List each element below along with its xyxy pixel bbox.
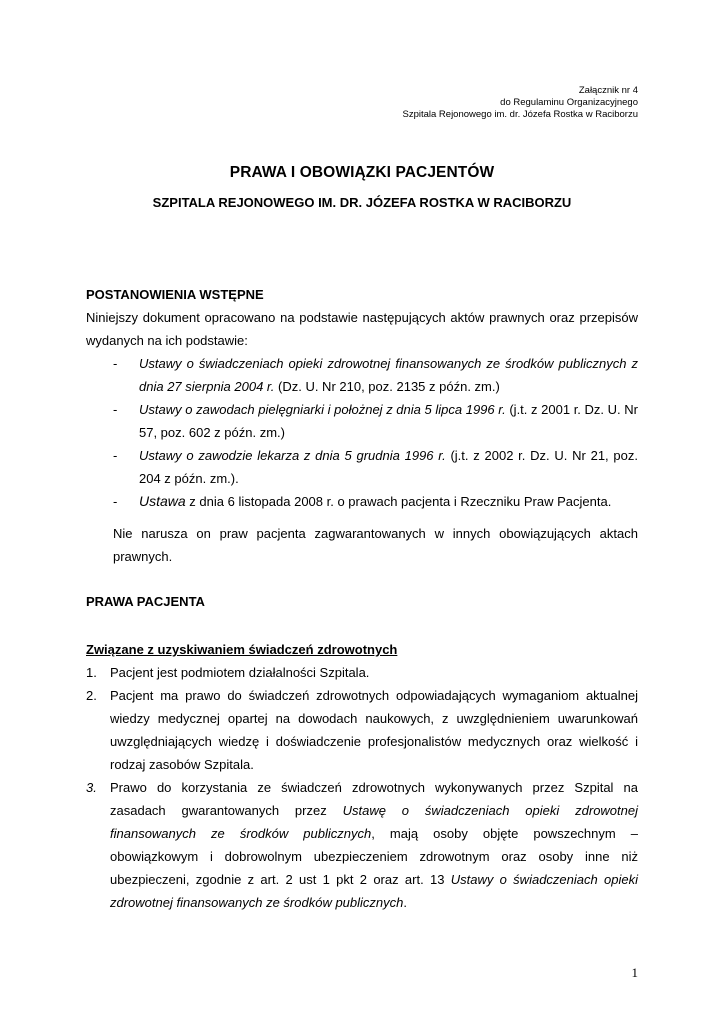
list-item [86,661,638,684]
document-title: PRAWA I OBOWIĄZKI PACJENTÓW [229,164,495,181]
item-number: 2. [86,688,97,703]
legal-act-item [113,490,638,513]
list-item [86,776,638,914]
item-act-title: Ustawy o świadczeniach opieki zdrowotnej finansowanych ze środków publicznych [110,872,638,910]
legal-act-item [113,352,638,398]
item-text: Pacjent jest podmiotem działalności Szpitala. [110,665,370,680]
attachment-note [402,85,638,121]
item-text-part: . [403,895,408,910]
legal-act-reference: (j.t. z 2001 r. Dz. U. Nr 57, poz. 602 z późn. zm.) [139,402,638,440]
item-text-part: , mają osoby objęte powszechnym – obowiązkowym i dobrowolnym ubezpieczeniem zdrowotnym oraz osoby inne niż ubezpieczeni, zgodnie z art. 2 ust 1 pkt 2 oraz art. 13 [110,826,638,887]
rights-list [86,661,638,914]
document-subtitle: SZPITALA REJONOWEGO IM. DR. JÓZEFA ROSTKA W RACIBORZU [152,195,572,210]
intro-heading: POSTANOWIENIA WSTĘPNE [86,287,264,302]
item-number: 1. [86,665,97,680]
legal-act-item [113,398,638,444]
legal-acts-list [86,352,638,513]
item-text-part: Prawo do korzystania ze świadczeń zdrowotnych wykonywanych przez Szpital na zasadach gwarantowanych przez [110,780,638,818]
attachment-line-1: Załącznik nr 4 [578,85,638,96]
legal-act-title: Ustawy o świadczeniach opieki zdrowotnej finansowanych ze środków publicznych z dnia 27 sierpnia 2004 r. [139,356,638,394]
rights-heading: PRAWA PACJENTA [86,594,205,609]
attachment-line-3: Szpitala Rejonowego im. dr. Józefa Rostka w Raciborzu [402,109,638,120]
document-body [86,283,638,914]
legal-act-title: Ustawy o zawodach pielęgniarki i położnej z dnia 5 lipca 1996 r. [139,402,506,417]
page-number: 1 [631,965,638,980]
rights-subheading-text: Związane z uzyskiwaniem świadczeń zdrowotnych [86,642,398,657]
item-number: 3. [86,780,97,795]
legal-act-reference: z dnia 6 listopada 2008 r. o prawach pacjenta i Rzeczniku Praw Pacjenta. [185,494,612,509]
legal-act-title: Ustawa [139,493,186,509]
legal-act-title: Ustawy o zawodzie lekarza z dnia 5 grudnia 1996 r. [139,448,446,463]
rights-subheading [86,638,638,661]
attachment-line-2: do Regulaminu Organizacyjnego [500,97,638,108]
legal-act-reference: (j.t. z 2002 r. Dz. U. Nr 21, poz. 204 z późn. zm.). [139,448,638,486]
intro-closing: Nie narusza on praw pacjenta zagwarantowanych w innych obowiązujących aktach prawnych. [113,526,638,564]
legal-act-reference: (Dz. U. Nr 210, poz. 2135 z późn. zm.) [274,379,500,394]
item-act-title: Ustawę o świadczeniach opieki zdrowotnej finansowanych ze środków publicznych [110,803,638,841]
legal-act-item [113,444,638,490]
intro-text: Niniejszy dokument opracowano na podstawie następujących aktów prawnych oraz przepisów wydanych na ich podstawie: [86,310,638,348]
list-item [86,684,638,776]
item-text: Pacjent ma prawo do świadczeń zdrowotnych odpowiadających wymaganiom aktualnej wiedzy medycznej opartej na dowodach naukowych, z uwzględnieniem uwarunkowań uwzględniających wiedzę i doświadczenie profesjonalistów medycznych oraz wielkość i rodzaj zasobów Szpitala. [110,688,638,772]
